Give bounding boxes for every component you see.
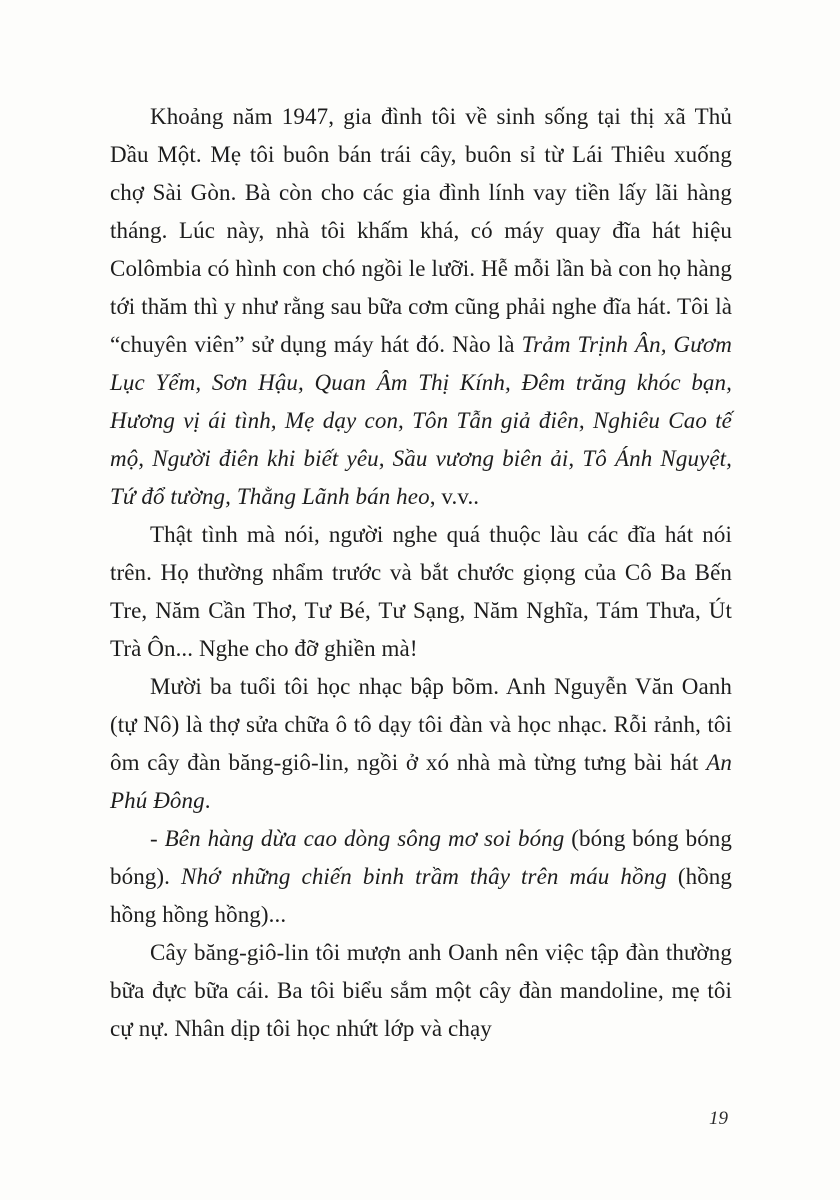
paragraph <box>110 820 732 934</box>
text-run: An Phú Đông <box>110 750 732 813</box>
paragraph <box>110 668 732 820</box>
text-run: Nhớ những chiến binh trầm thây trên máu hồng <box>181 864 667 889</box>
page-number: 19 <box>709 1108 728 1129</box>
text-run: (bóng bóng bóng bóng). <box>110 826 732 889</box>
paragraph <box>110 934 732 1048</box>
paragraph <box>110 98 732 516</box>
text-run: , v.v.. <box>429 484 480 509</box>
text-run: Thật tình mà nói, người nghe quá thuộc làu các đĩa hát nói trên. Họ thường nhẩm trước và bắt chước giọng của Cô Ba Bến Tre, Năm Cần Thơ, Tư Bé, Tư Sạng, Năm Nghĩa, Tám Thưa, Út Trà Ôn... Nghe cho đỡ ghiền mà! <box>110 522 732 661</box>
text-run: Trảm Trịnh Ân, Gươm Lục Yểm, Sơn Hậu, Quan Âm Thị Kính, Đêm trăng khóc bạn, Hương vị ái tình, Mẹ dạy con, Tôn Tẫn giả điên, Nghiêu Cao tế mộ, Người điên khi biết yêu, Sầu vương biên ải, Tô Ánh Nguyệt, Tứ đổ tường, Thằng Lãnh bán heo <box>110 332 732 509</box>
text-run: Cây băng-giô-lin tôi mượn anh Oanh nên việc tập đàn thường bữa đực bữa cái. Ba tôi biểu sắm một cây đàn mandoline, mẹ tôi cự nự. Nhân dịp tôi học nhứt lớp và chạy <box>110 940 732 1041</box>
text-run: Khoảng năm 1947, gia đình tôi về sinh sống tại thị xã Thủ Dầu Một. Mẹ tôi buôn bán trái cây, buôn sỉ từ Lái Thiêu xuống chợ Sài Gòn. Bà còn cho các gia đình lính vay tiền lấy lãi hàng tháng. Lúc này, nhà tôi khấm khá, có máy quay đĩa hát hiệu Colômbia có hình con chó ngồi le lưỡi. Hễ mỗi lần bà con họ hàng tới thăm thì y như rằng sau bữa cơm cũng phải nghe đĩa hát. Tôi là “chuyên viên” sử dụng máy hát đó. Nào là <box>110 104 732 357</box>
text-run: . <box>204 788 211 813</box>
page-text <box>110 98 732 1048</box>
text-run: - Bên hàng dừa cao dòng sông mơ soi bóng <box>150 826 565 851</box>
text-run: (hồng hồng hồng hồng)... <box>110 864 733 927</box>
text-run: Mười ba tuổi tôi học nhạc bập bõm. Anh Nguyễn Văn Oanh (tự Nô) là thợ sửa chữa ô tô dạy tôi đàn và học nhạc. Rỗi rảnh, tôi ôm cây đàn băng-giô-lin, ngồi ở xó nhà mà từng tưng bài hát <box>110 674 732 775</box>
paragraph <box>110 516 732 668</box>
